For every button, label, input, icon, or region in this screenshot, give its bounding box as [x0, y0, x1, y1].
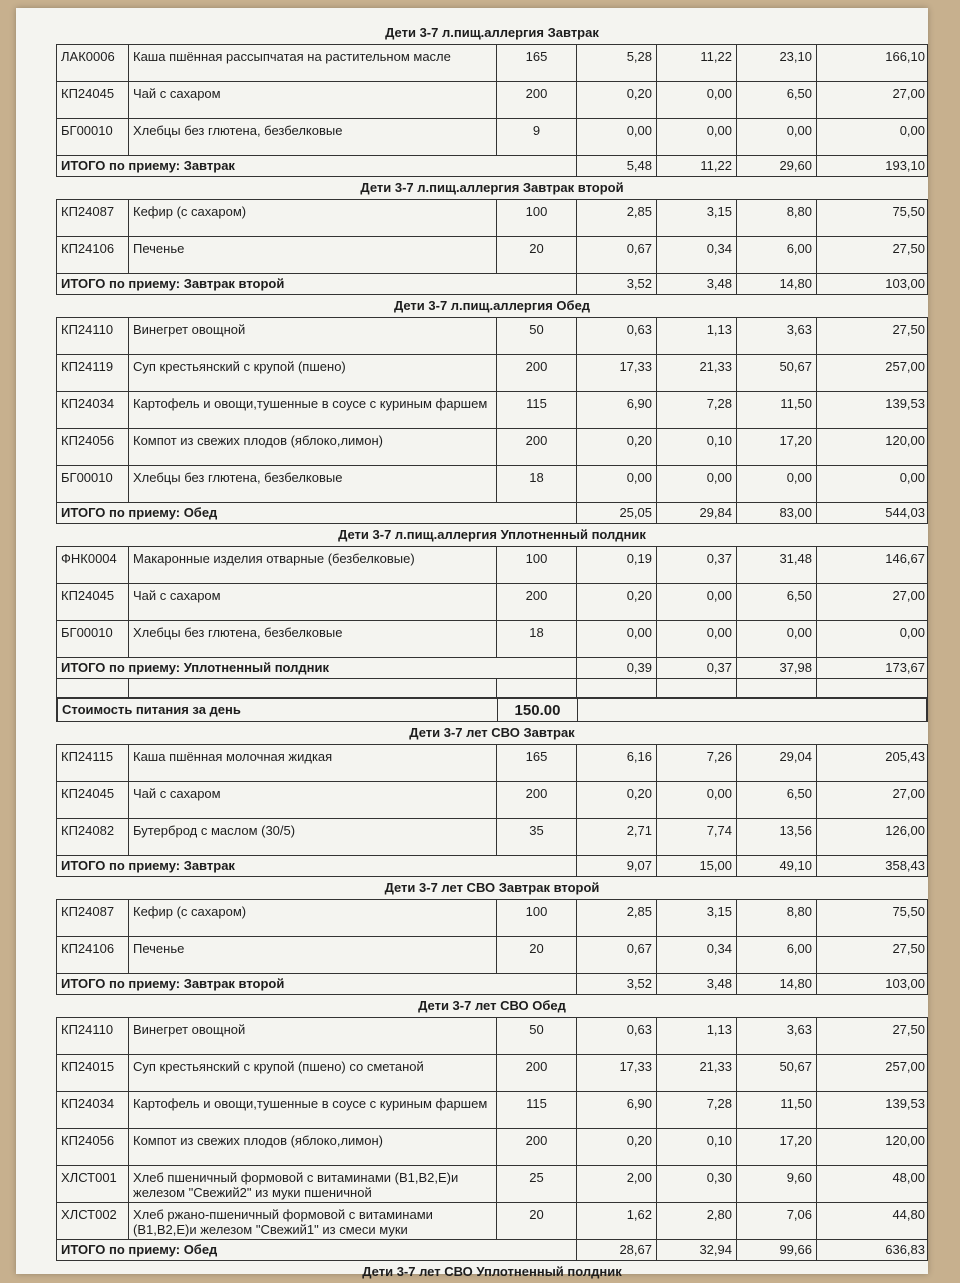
dish-carbs: 31,48 — [737, 547, 817, 583]
dish-fat: 11,22 — [657, 45, 737, 81]
total-fat: 0,37 — [657, 658, 737, 678]
dish-name: Суп крестьянский с крупой (пшено) со сметаной — [129, 1055, 497, 1091]
meal-total-row — [57, 856, 927, 877]
dish-carbs: 0,00 — [737, 466, 817, 502]
dish-portion: 18 — [497, 621, 577, 657]
dish-fat: 7,28 — [657, 392, 737, 428]
dish-name: Суп крестьянский с крупой (пшено) — [129, 355, 497, 391]
dish-code: ХЛСТ001 — [57, 1166, 129, 1202]
dish-kcal: 0,00 — [899, 470, 925, 485]
dish-portion: 200 — [497, 355, 577, 391]
table-row — [57, 1166, 927, 1203]
dish-name: Печенье — [129, 937, 497, 973]
dish-protein: 0,00 — [577, 621, 657, 657]
blank-cell — [577, 679, 657, 697]
dish-code: БГ00010 — [57, 119, 129, 155]
dish-protein: 0,20 — [577, 429, 657, 465]
total-carbs: 83,00 — [737, 503, 817, 523]
dish-carbs: 0,00 — [737, 119, 817, 155]
dish-kcal: 126,00 — [885, 823, 925, 838]
dish-protein: 6,90 — [577, 1092, 657, 1128]
dish-fat: 0,37 — [657, 547, 737, 583]
section-title: Дети 3-7 л.пищ.аллергия Завтрак второй — [360, 180, 624, 195]
dish-portion: 20 — [497, 237, 577, 273]
total-protein: 25,05 — [577, 503, 657, 523]
dish-protein: 2,00 — [577, 1166, 657, 1202]
daily-cost-block — [56, 698, 928, 722]
dish-code: БГ00010 — [57, 621, 129, 657]
total-fat: 29,84 — [657, 503, 737, 523]
dish-portion: 115 — [497, 1092, 577, 1128]
dish-portion: 200 — [497, 782, 577, 818]
dish-fat: 7,26 — [657, 745, 737, 781]
dish-kcal: 139,53 — [885, 396, 925, 411]
meal-block — [56, 899, 928, 995]
meal-total-row — [57, 974, 927, 995]
dish-code: ФНК0004 — [57, 547, 129, 583]
meal-total-row — [57, 1240, 927, 1261]
dish-kcal: 139,53 — [885, 1096, 925, 1111]
dish-kcal: 205,43 — [885, 749, 925, 764]
table-row — [57, 547, 927, 584]
dish-carbs: 6,50 — [737, 82, 817, 118]
total-kcal: 193,10 — [885, 158, 925, 173]
total-kcal: 358,43 — [885, 858, 925, 873]
dish-kcal: 27,50 — [892, 241, 925, 256]
table-row — [57, 937, 927, 974]
total-fat: 32,94 — [657, 1240, 737, 1260]
dish-kcal: 75,50 — [892, 904, 925, 919]
table-row — [57, 466, 927, 503]
menu-table — [56, 22, 928, 1283]
dish-fat: 0,34 — [657, 937, 737, 973]
meal-block — [56, 44, 928, 177]
dish-protein: 0,20 — [577, 82, 657, 118]
section-title: Дети 3-7 лет СВО Завтрак второй — [384, 880, 600, 895]
total-carbs: 29,60 — [737, 156, 817, 176]
dish-portion: 200 — [497, 1055, 577, 1091]
dish-code: КП24110 — [57, 318, 129, 354]
daily-cost-blank — [578, 699, 930, 722]
meal-block — [56, 744, 928, 877]
table-row — [57, 1092, 927, 1129]
total-protein: 28,67 — [577, 1240, 657, 1260]
total-carbs: 14,80 — [737, 274, 817, 294]
dish-portion: 115 — [497, 392, 577, 428]
dish-kcal: 27,50 — [892, 322, 925, 337]
dish-kcal: 48,00 — [892, 1170, 925, 1185]
dish-name: Макаронные изделия отварные (безбелковые) — [129, 547, 497, 583]
dish-fat: 1,13 — [657, 1018, 737, 1054]
dish-portion: 165 — [497, 745, 577, 781]
blank-cell — [497, 679, 577, 697]
dish-name: Компот из свежих плодов (яблоко,лимон) — [129, 1129, 497, 1165]
table-row — [57, 1129, 927, 1166]
dish-carbs: 29,04 — [737, 745, 817, 781]
total-kcal: 173,67 — [885, 660, 925, 675]
dish-carbs: 9,60 — [737, 1166, 817, 1202]
dish-carbs: 6,50 — [737, 584, 817, 620]
dish-fat: 3,15 — [657, 200, 737, 236]
dish-code: КП24110 — [57, 1018, 129, 1054]
dish-portion: 100 — [497, 547, 577, 583]
dish-carbs: 11,50 — [737, 1092, 817, 1128]
total-kcal: 544,03 — [885, 505, 925, 520]
dish-kcal: 75,50 — [892, 204, 925, 219]
table-row — [57, 318, 927, 355]
dish-protein: 5,28 — [577, 45, 657, 81]
dish-portion: 9 — [497, 119, 577, 155]
dish-name: Кефир (с сахаром) — [129, 900, 497, 936]
meal-block — [56, 546, 928, 698]
dish-kcal: 146,67 — [885, 551, 925, 566]
dish-carbs: 6,50 — [737, 782, 817, 818]
table-row — [57, 819, 927, 856]
total-carbs: 99,66 — [737, 1240, 817, 1260]
dish-portion: 200 — [497, 429, 577, 465]
dish-kcal: 0,00 — [899, 123, 925, 138]
dish-name: Каша пшённая рассыпчатая на растительном масле — [129, 45, 497, 81]
dish-kcal: 120,00 — [885, 433, 925, 448]
menu-sheet — [16, 8, 928, 1279]
dish-kcal: 257,00 — [885, 1059, 925, 1074]
meal-total-label: ИТОГО по приему: Обед — [57, 503, 577, 523]
daily-cost-value: 150.00 — [498, 699, 578, 722]
blank-cell — [57, 679, 129, 697]
section-title: Дети 3-7 л.пищ.аллергия Уплотненный полдник — [338, 527, 646, 542]
dish-protein: 0,00 — [577, 119, 657, 155]
total-fat: 3,48 — [657, 974, 737, 994]
meal-total-row — [57, 503, 927, 524]
dish-code: ЛАК0006 — [57, 45, 129, 81]
dish-carbs: 6,00 — [737, 937, 817, 973]
dish-fat: 0,34 — [657, 237, 737, 273]
blank-cell — [817, 679, 929, 697]
table-row — [57, 900, 927, 937]
dish-fat: 3,15 — [657, 900, 737, 936]
dish-code: КП24087 — [57, 200, 129, 236]
dish-kcal: 27,00 — [892, 786, 925, 801]
dish-portion: 25 — [497, 1166, 577, 1202]
dish-protein: 0,63 — [577, 1018, 657, 1054]
dish-carbs: 17,20 — [737, 429, 817, 465]
dish-protein: 0,63 — [577, 318, 657, 354]
table-row — [57, 45, 927, 82]
dish-code: КП24106 — [57, 237, 129, 273]
dish-carbs: 13,56 — [737, 819, 817, 855]
total-protein: 5,48 — [577, 156, 657, 176]
table-row — [57, 119, 927, 156]
dish-protein: 0,00 — [577, 466, 657, 502]
dish-code: БГ00010 — [57, 466, 129, 502]
table-row — [57, 782, 927, 819]
dish-fat: 0,00 — [657, 584, 737, 620]
dish-carbs: 8,80 — [737, 200, 817, 236]
dish-code: ХЛСТ002 — [57, 1203, 129, 1239]
meal-total-label: ИТОГО по приему: Завтрак второй — [57, 974, 577, 994]
total-carbs: 14,80 — [737, 974, 817, 994]
dish-code: КП24045 — [57, 782, 129, 818]
table-row — [57, 1203, 927, 1240]
dish-fat: 7,28 — [657, 1092, 737, 1128]
dish-protein: 17,33 — [577, 355, 657, 391]
dish-kcal: 27,00 — [892, 86, 925, 101]
table-row — [57, 82, 927, 119]
dish-name: Каша пшённая молочная жидкая — [129, 745, 497, 781]
total-carbs: 49,10 — [737, 856, 817, 876]
dish-carbs: 11,50 — [737, 392, 817, 428]
dish-portion: 50 — [497, 318, 577, 354]
dish-carbs: 3,63 — [737, 318, 817, 354]
section-title: Дети 3-7 лет СВО Обед — [418, 998, 566, 1013]
table-row — [57, 584, 927, 621]
dish-name: Бутерброд с маслом (30/5) — [129, 819, 497, 855]
total-kcal: 103,00 — [885, 976, 925, 991]
table-row — [57, 392, 927, 429]
table-row — [57, 200, 927, 237]
dish-portion: 35 — [497, 819, 577, 855]
total-kcal: 103,00 — [885, 276, 925, 291]
dish-name: Кефир (с сахаром) — [129, 200, 497, 236]
dish-portion: 100 — [497, 900, 577, 936]
section-title: Дети 3-7 лет СВО Уплотненный полдник — [362, 1264, 622, 1279]
dish-kcal: 0,00 — [899, 625, 925, 640]
dish-portion: 200 — [497, 1129, 577, 1165]
section-title: Дети 3-7 л.пищ.аллергия Обед — [393, 298, 591, 313]
meal-block — [56, 317, 928, 524]
table-row — [57, 621, 927, 658]
dish-code: КП24087 — [57, 900, 129, 936]
table-row — [57, 429, 927, 466]
dish-carbs: 6,00 — [737, 237, 817, 273]
dish-protein: 1,62 — [577, 1203, 657, 1239]
meal-total-label: ИТОГО по приему: Завтрак второй — [57, 274, 577, 294]
dish-fat: 0,00 — [657, 621, 737, 657]
dish-name: Хлебцы без глютена, безбелковые — [129, 621, 497, 657]
dish-portion: 20 — [497, 1203, 577, 1239]
dish-fat: 1,13 — [657, 318, 737, 354]
table-row — [57, 237, 927, 274]
dish-portion: 50 — [497, 1018, 577, 1054]
daily-cost-label: Стоимость питания за день — [58, 699, 498, 722]
total-protein: 3,52 — [577, 274, 657, 294]
dish-protein: 0,20 — [577, 584, 657, 620]
dish-protein: 17,33 — [577, 1055, 657, 1091]
dish-portion: 200 — [497, 584, 577, 620]
table-row — [57, 745, 927, 782]
dish-name: Винегрет овощной — [129, 318, 497, 354]
dish-code: КП24045 — [57, 82, 129, 118]
dish-fat: 2,80 — [657, 1203, 737, 1239]
dish-protein: 6,90 — [577, 392, 657, 428]
total-carbs: 37,98 — [737, 658, 817, 678]
dish-carbs: 50,67 — [737, 355, 817, 391]
dish-protein: 0,67 — [577, 237, 657, 273]
total-fat: 11,22 — [657, 156, 737, 176]
meal-total-label: ИТОГО по приему: Завтрак — [57, 856, 577, 876]
total-fat: 3,48 — [657, 274, 737, 294]
dish-carbs: 3,63 — [737, 1018, 817, 1054]
dish-fat: 0,10 — [657, 429, 737, 465]
dish-name: Хлеб ржано-пшеничный формовой с витаминами (B1,B2,E)и железом "Свежий1" из смеси муки — [129, 1203, 497, 1239]
meal-block — [56, 1017, 928, 1261]
dish-kcal: 166,10 — [885, 49, 925, 64]
dish-code: КП24045 — [57, 584, 129, 620]
total-protein: 9,07 — [577, 856, 657, 876]
dish-carbs: 0,00 — [737, 621, 817, 657]
table-row — [57, 355, 927, 392]
dish-code: КП24106 — [57, 937, 129, 973]
dish-fat: 0,00 — [657, 82, 737, 118]
dish-fat: 7,74 — [657, 819, 737, 855]
dish-name: Чай с сахаром — [129, 782, 497, 818]
dish-code: КП24115 — [57, 745, 129, 781]
meal-total-row — [57, 156, 927, 177]
dish-fat: 0,00 — [657, 119, 737, 155]
table-row — [57, 1055, 927, 1092]
dish-code: КП24056 — [57, 1129, 129, 1165]
dish-name: Компот из свежих плодов (яблоко,лимон) — [129, 429, 497, 465]
dish-carbs: 23,10 — [737, 45, 817, 81]
blank-cell — [129, 679, 497, 697]
meal-block — [56, 199, 928, 295]
dish-name: Чай с сахаром — [129, 82, 497, 118]
total-fat: 15,00 — [657, 856, 737, 876]
dish-fat: 21,33 — [657, 355, 737, 391]
meal-total-label: ИТОГО по приему: Завтрак — [57, 156, 577, 176]
meal-total-label: ИТОГО по приему: Обед — [57, 1240, 577, 1260]
dish-code: КП24015 — [57, 1055, 129, 1091]
dish-code: КП24056 — [57, 429, 129, 465]
dish-kcal: 27,50 — [892, 941, 925, 956]
dish-protein: 0,20 — [577, 782, 657, 818]
section-title: Дети 3-7 л.пищ.аллергия Завтрак — [385, 25, 599, 40]
dish-code: КП24034 — [57, 392, 129, 428]
meal-total-label: ИТОГО по приему: Уплотненный полдник — [57, 658, 577, 678]
total-protein: 0,39 — [577, 658, 657, 678]
meal-total-row — [57, 274, 927, 295]
dish-carbs: 7,06 — [737, 1203, 817, 1239]
dish-name: Картофель и овощи,тушенные в соусе с куриным фаршем — [129, 392, 497, 428]
dish-fat: 0,10 — [657, 1129, 737, 1165]
dish-protein: 2,85 — [577, 200, 657, 236]
dish-protein: 2,85 — [577, 900, 657, 936]
dish-kcal: 257,00 — [885, 359, 925, 374]
dish-portion: 165 — [497, 45, 577, 81]
dish-fat: 0,30 — [657, 1166, 737, 1202]
dish-name: Хлебцы без глютена, безбелковые — [129, 119, 497, 155]
dish-fat: 0,00 — [657, 782, 737, 818]
dish-portion: 100 — [497, 200, 577, 236]
dish-name: Печенье — [129, 237, 497, 273]
dish-name: Винегрет овощной — [129, 1018, 497, 1054]
total-protein: 3,52 — [577, 974, 657, 994]
total-kcal: 636,83 — [885, 1242, 925, 1257]
meal-total-row — [57, 658, 927, 679]
dish-fat: 0,00 — [657, 466, 737, 502]
blank-cell — [657, 679, 737, 697]
dish-portion: 20 — [497, 937, 577, 973]
dish-kcal: 27,00 — [892, 588, 925, 603]
dish-protein: 0,19 — [577, 547, 657, 583]
dish-fat: 21,33 — [657, 1055, 737, 1091]
daily-cost-row — [57, 699, 927, 722]
dish-protein: 2,71 — [577, 819, 657, 855]
dish-portion: 18 — [497, 466, 577, 502]
dish-carbs: 50,67 — [737, 1055, 817, 1091]
dish-protein: 6,16 — [577, 745, 657, 781]
dish-name: Хлебцы без глютена, безбелковые — [129, 466, 497, 502]
dish-protein: 0,20 — [577, 1129, 657, 1165]
dish-name: Хлеб пшеничный формовой с витаминами (B1,B2,E)и железом "Свежий2" из муки пшеничной — [129, 1166, 497, 1202]
dish-code: КП24119 — [57, 355, 129, 391]
dish-code: КП24034 — [57, 1092, 129, 1128]
dish-carbs: 17,20 — [737, 1129, 817, 1165]
dish-code: КП24082 — [57, 819, 129, 855]
blank-cell — [737, 679, 817, 697]
dish-carbs: 8,80 — [737, 900, 817, 936]
blank-row — [57, 679, 927, 698]
table-row — [57, 1018, 927, 1055]
section-title: Дети 3-7 лет СВО Завтрак — [409, 725, 575, 740]
dish-portion: 200 — [497, 82, 577, 118]
dish-kcal: 44,80 — [892, 1207, 925, 1222]
dish-protein: 0,67 — [577, 937, 657, 973]
dish-name: Чай с сахаром — [129, 584, 497, 620]
dish-kcal: 27,50 — [892, 1022, 925, 1037]
dish-name: Картофель и овощи,тушенные в соусе с куриным фаршем — [129, 1092, 497, 1128]
dish-kcal: 120,00 — [885, 1133, 925, 1148]
